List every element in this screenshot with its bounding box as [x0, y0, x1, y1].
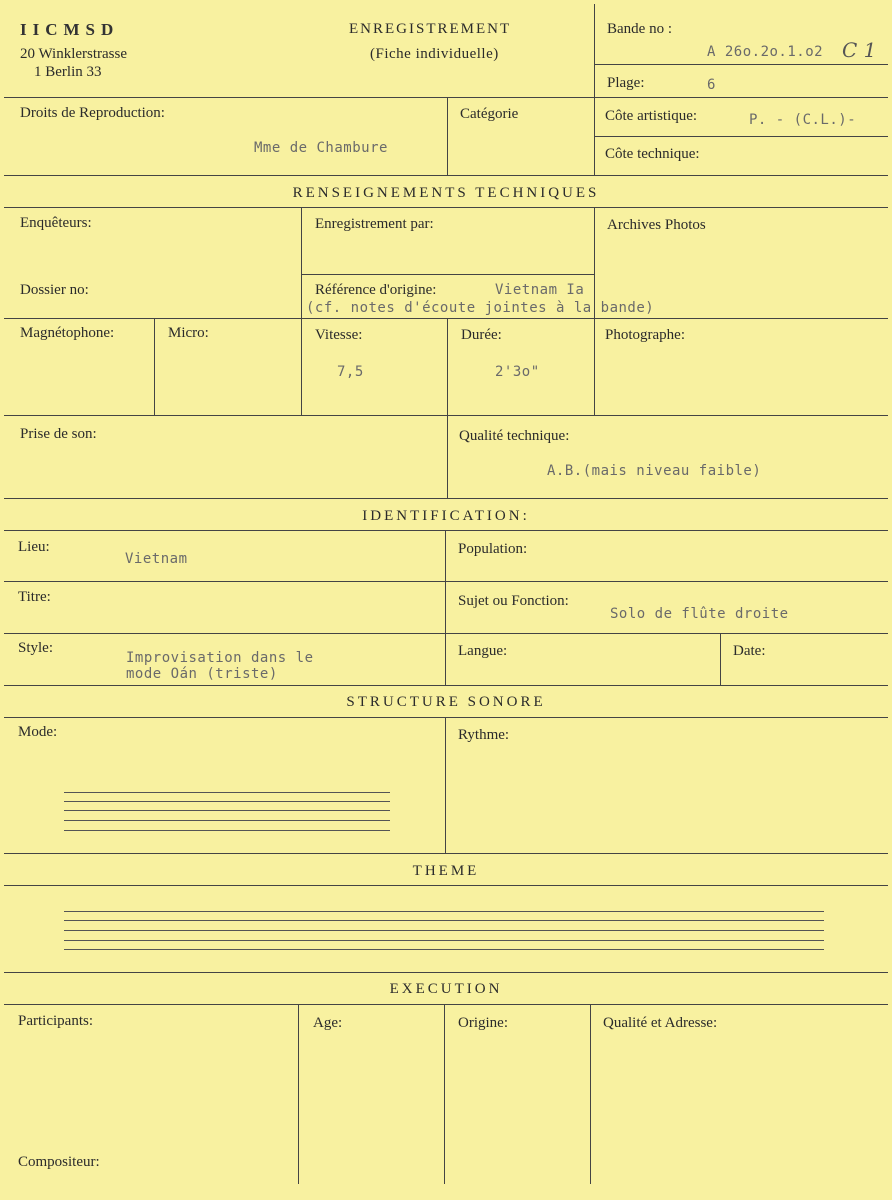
categorie-divider-left: [447, 97, 448, 175]
vitesse-value: 7,5: [337, 364, 364, 380]
enqueteurs-label: Enquêteurs:: [20, 215, 92, 231]
exec-col-2: [444, 1004, 445, 1184]
bande-label: Bande no :: [607, 21, 672, 37]
bande-value: A 26o.2o.1.o2: [707, 44, 824, 60]
theme-rule-2: [64, 920, 824, 921]
qualite-adresse-label: Qualité et Adresse:: [603, 1015, 718, 1031]
participants-label: Participants:: [18, 1013, 93, 1029]
theme-title-line: [4, 885, 888, 886]
qualite-technique-value: A.B.(mais niveau faible): [547, 463, 762, 479]
date-divider: [720, 633, 721, 685]
mode-rule-4: [64, 820, 390, 821]
theme-rule-4: [64, 940, 824, 941]
cote-artistique-label: Côte artistique:: [605, 108, 698, 124]
titre-label: Titre:: [18, 589, 51, 605]
mode-rule-2: [64, 801, 390, 802]
style-value-line-1: Improvisation dans le: [126, 650, 314, 666]
enregistrement-divider: [301, 274, 594, 275]
plage-value: 6: [707, 77, 716, 93]
exec-col-1: [298, 1004, 299, 1184]
technique-title-line: [4, 207, 888, 208]
qualite-divider: [447, 415, 448, 498]
mode-label: Mode:: [18, 724, 58, 740]
reference-value: Vietnam Ia: [495, 282, 585, 298]
identification-title-line: [4, 530, 888, 531]
micro-divider: [154, 318, 155, 415]
duree-value: 2'3o": [495, 364, 540, 380]
rythme-label: Rythme:: [458, 727, 510, 743]
enregistrement-par-label: Enregistrement par:: [315, 216, 434, 232]
form-subtitle: (Fiche individuelle): [370, 46, 499, 62]
mode-rule-5: [64, 830, 390, 831]
institute-logo: IICMSD: [20, 20, 120, 39]
execution-title-line: [4, 1004, 888, 1005]
mode-rule-3: [64, 810, 390, 811]
structure-col: [445, 717, 446, 853]
theme-rule-3: [64, 930, 824, 931]
reference-note: (cf. notes d'écoute jointes à la bande): [306, 300, 655, 316]
address-line-2: 1 Berlin 33: [34, 64, 102, 80]
duree-label: Durée:: [461, 327, 502, 343]
photographe-label: Photographe:: [605, 327, 685, 343]
lieu-bottom-line: [4, 581, 888, 582]
droits-value: Mme de Chambure: [254, 140, 388, 156]
population-label: Population:: [458, 541, 528, 557]
execution-section-title: EXECUTION: [389, 981, 503, 997]
archives-photos-label: Archives Photos: [607, 217, 706, 233]
theme-section-title: THEME: [412, 863, 480, 879]
tech-col-1: [301, 207, 302, 415]
titre-bottom-line: [4, 633, 888, 634]
cote-artistique-value: P. - (C.L.)-: [749, 112, 857, 128]
structure-title-line: [4, 717, 888, 718]
sujet-value: Solo de flûte droite: [610, 606, 789, 622]
technique-section-title: RENSEIGNEMENTS TECHNIQUES: [292, 185, 600, 201]
bande-handwritten-mark: C 1: [842, 38, 877, 62]
compositeur-label: Compositeur:: [18, 1154, 100, 1170]
theme-rule-1: [64, 911, 824, 912]
dossier-label: Dossier no:: [20, 282, 89, 298]
vitesse-label: Vitesse:: [315, 327, 363, 343]
style-bottom-line: [4, 685, 888, 686]
reference-label: Référence d'origine:: [315, 282, 437, 298]
qualite-technique-label: Qualité technique:: [459, 428, 570, 444]
magnetophone-label: Magnétophone:: [20, 325, 115, 341]
plage-label: Plage:: [607, 75, 645, 91]
date-label: Date:: [733, 643, 766, 659]
header-bottom-line: [4, 97, 888, 98]
ident-col: [445, 530, 446, 685]
address-line-1: 20 Winklerstrasse: [20, 46, 128, 62]
identification-section-title: IDENTIFICATION:: [362, 508, 530, 524]
exec-col-3: [590, 1004, 591, 1184]
categorie-label: Catégorie: [460, 106, 519, 122]
lieu-value: Vietnam: [125, 551, 188, 567]
theme-rule-5: [64, 949, 824, 950]
structure-section-title: STRUCTURE SONORE: [346, 694, 546, 710]
rights-bottom-line: [4, 175, 888, 176]
style-value-line-2: mode Oán (triste): [126, 666, 278, 682]
vitesse-bottom-line: [4, 415, 888, 416]
plage-divider: [594, 64, 888, 65]
cote-technique-label: Côte technique:: [605, 146, 700, 162]
theme-bottom-line: [4, 972, 888, 973]
cote-divider: [594, 136, 888, 137]
micro-label: Micro:: [168, 325, 209, 341]
prise-bottom-line: [4, 498, 888, 499]
style-label: Style:: [18, 640, 54, 656]
dossier-bottom-line: [4, 318, 888, 319]
duree-divider: [447, 318, 448, 415]
age-label: Age:: [313, 1015, 343, 1031]
header-divider-right: [594, 4, 595, 97]
structure-bottom-line: [4, 853, 888, 854]
origine-label: Origine:: [458, 1015, 508, 1031]
form-title: ENREGISTREMENT: [349, 21, 512, 37]
prise-de-son-label: Prise de son:: [20, 426, 97, 442]
mode-rule-1: [64, 792, 390, 793]
langue-label: Langue:: [458, 643, 508, 659]
sujet-label: Sujet ou Fonction:: [458, 593, 569, 609]
lieu-label: Lieu:: [18, 539, 50, 555]
droits-label: Droits de Reproduction:: [20, 105, 165, 121]
